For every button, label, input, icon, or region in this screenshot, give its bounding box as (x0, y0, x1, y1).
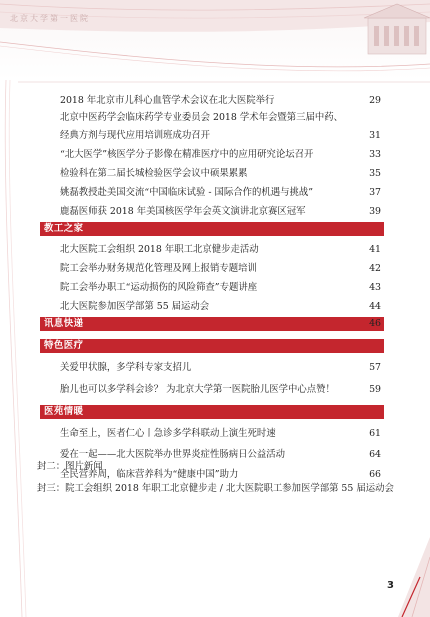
header-curve-lines (0, 34, 430, 94)
toc-item[interactable]: 院工会举办财务规范化管理及网上报销专题培训 42 (60, 263, 381, 274)
cover3-note: 封三：院工会组织 2018 年职工北京健步走 / 北大医院职工参加医学部第 55 届运动会 (37, 483, 394, 494)
corner-decoration (390, 537, 430, 617)
page-number: 3 (387, 580, 394, 591)
toc-item[interactable]: 检验科在第二届长城检验医学会议中硕果累累 35 (60, 168, 381, 179)
toc-item[interactable]: 胎儿也可以多学科会诊？ 为北京大学第一医院胎儿医学中心点赞！ 59 (60, 384, 381, 395)
toc-item[interactable]: “北大医学”核医学分子影像在精准医疗中的应用研究论坛召开 33 (60, 149, 381, 160)
toc-item[interactable]: 北大医院工会组织 2018 年职工北京健步走活动 41 (60, 244, 381, 255)
section-bar (40, 405, 384, 419)
toc-item[interactable]: 经典方剂与现代应用培训班成功召开 31 (60, 130, 381, 141)
toc-item[interactable]: 北大医院参加医学部第 55 届运动会 44 (60, 301, 381, 312)
section-bar (40, 317, 384, 331)
toc-item[interactable]: 2018 年北京市儿科心血管学术会议在北大医院举行 29 (60, 95, 381, 106)
section-page-number: 46 (369, 318, 381, 329)
hospital-logo-text: 北京大学第一医院 (10, 14, 90, 23)
toc-item[interactable]: 爱在一起——北大医院举办世界炎症性肠病日公益活动 64 (60, 449, 381, 460)
toc-item[interactable]: 姚磊教授赴美国交流“中国临床试验 - 国际合作的机遇与挑战” 37 (60, 187, 381, 198)
header-banner (0, 0, 430, 80)
table-of-contents (40, 91, 384, 485)
toc-item[interactable]: 全民营养周，临床营养科为“健康中国”助力 66 (60, 469, 381, 480)
toc-item[interactable]: 院工会举办职工“运动损伤的风险筛查”专题讲座 43 (60, 282, 381, 293)
toc-item[interactable]: 生命至上，医者仁心丨急诊多学科联动上演生死时速 61 (60, 428, 381, 439)
toc-item[interactable]: 鹿磊医师获 2018 年美国核医学年会英文演讲北京赛区冠军 39 (60, 206, 381, 217)
cover-notes (37, 456, 394, 500)
section-header-news-express[interactable]: 讯息快递 46 (40, 317, 384, 331)
section-bar (40, 339, 384, 353)
section-header-featured-medical: 特色医疗 (40, 339, 384, 353)
left-curve-decoration (0, 80, 30, 617)
cover2-note: 封二：图片新闻 (37, 461, 103, 472)
section-bar (40, 222, 384, 236)
section-header-warm-hospital: 医苑情暖 (40, 405, 384, 419)
section-header-staff-home: 教工之家 (40, 222, 384, 236)
toc-item[interactable]: 北京中医药学会临床药学专业委员会 2018 学术年会暨第三届中药、 (60, 112, 343, 123)
toc-item[interactable]: 关爱甲状腺，多学科专家支招儿 57 (60, 362, 381, 373)
